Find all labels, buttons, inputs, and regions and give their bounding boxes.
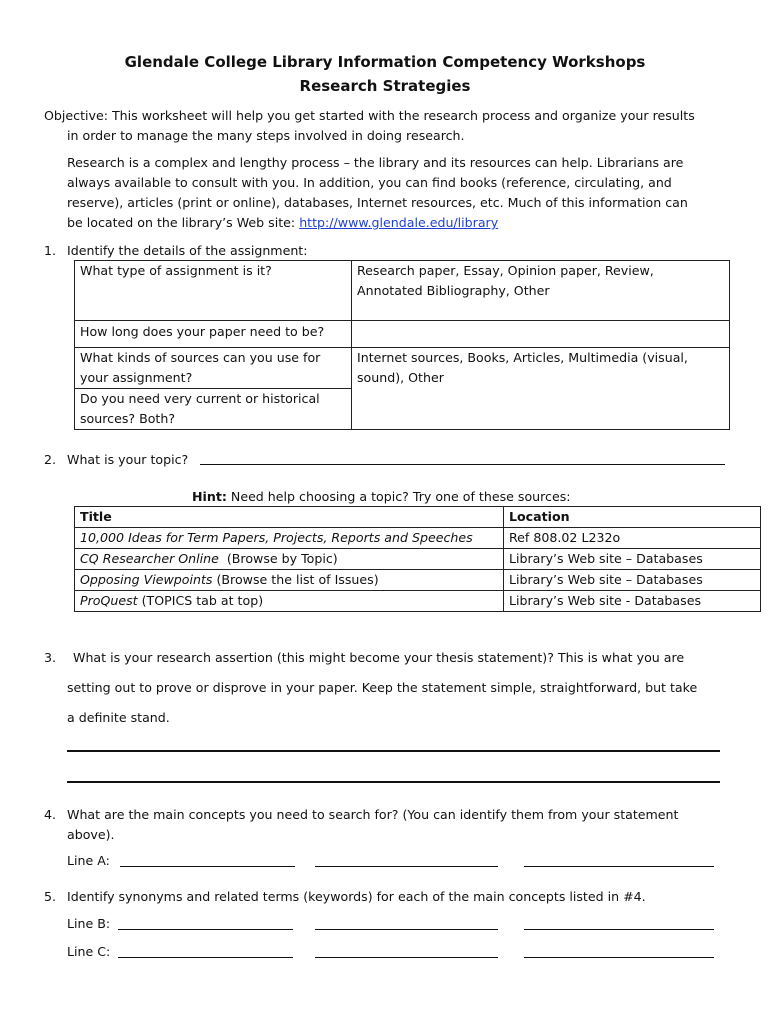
cell-text: What type of assignment is it?	[80, 263, 272, 278]
assertion-answer-line-2[interactable]	[67, 781, 720, 783]
table-row	[75, 549, 761, 570]
cell-text: What kinds of sources can you use for	[80, 350, 321, 365]
page-title: Glendale College Library Information Competency Workshops	[124, 53, 646, 71]
source-title-cell	[75, 570, 504, 591]
table-row	[75, 591, 761, 612]
library-website-link[interactable]: http://www.glendale.edu/library	[299, 215, 499, 230]
hint-line	[192, 487, 571, 507]
objective-line-1: Objective: This worksheet will help you get started with the research process and organize your results	[44, 108, 695, 123]
cell-text: your assignment?	[80, 370, 193, 385]
line-b-label: Line B:	[67, 916, 111, 931]
objective-line-2: in order to manage the many steps involved in doing research.	[67, 128, 465, 143]
currency-question	[75, 389, 352, 430]
paper-length-question	[75, 321, 352, 348]
source-location-cell: Library’s Web site – Databases	[504, 570, 761, 591]
source-note: (Browse the list of Issues)	[212, 572, 379, 587]
q3-line-1: What is your research assertion (this might become your thesis statement)? This is what you are	[73, 650, 685, 665]
line-a-label: Line A:	[67, 853, 110, 868]
source-title-cell	[75, 528, 504, 549]
cell-text: Internet sources, Books, Articles, Multimedia (visual,	[357, 350, 688, 365]
intro-paragraph-line-4-text: be located on the library’s Web site:	[67, 215, 300, 230]
line-c-synonyms-1[interactable]	[118, 957, 293, 958]
source-title: 10,000 Ideas for Term Papers, Projects, Reports and Speeches	[80, 530, 473, 545]
q2-text: What is your topic?	[67, 452, 189, 467]
intro-paragraph-line-3: reserve), articles (print or online), databases, Internet resources, etc. Much of this information can	[67, 195, 688, 210]
source-title: Opposing Viewpoints	[80, 572, 213, 587]
source-location-cell: Library’s Web site – Databases	[504, 549, 761, 570]
cell-text: Do you need very current or historical	[80, 391, 320, 406]
source-title-cell	[75, 549, 504, 570]
intro-paragraph-line-1: Research is a complex and lengthy process – the library and its resources can help. Librarians are	[67, 155, 684, 170]
topic-answer-line[interactable]	[200, 464, 725, 465]
q5-text: Identify synonyms and related terms (keywords) for each of the main concepts listed in #4.	[67, 889, 646, 904]
column-header-location: Location	[504, 507, 761, 528]
hint-text: Need help choosing a topic? Try one of these sources:	[226, 489, 571, 504]
q1-text: Identify the details of the assignment:	[67, 243, 308, 258]
source-note: (Browse by Topic)	[218, 551, 338, 566]
source-title: CQ Researcher Online	[80, 551, 219, 566]
q1-number: 1.	[44, 243, 57, 258]
line-b-synonyms-3[interactable]	[524, 929, 714, 930]
column-header-title: Title	[75, 507, 504, 528]
q3-line-2: setting out to prove or disprove in your paper. Keep the statement simple, straightforward, but take	[67, 680, 698, 695]
table-row	[75, 528, 761, 549]
page-subtitle: Research Strategies	[299, 77, 471, 95]
assignment-type-question	[75, 261, 352, 321]
table-row	[75, 261, 730, 321]
paper-length-answer[interactable]	[352, 321, 730, 348]
q4-line-1: What are the main concepts you need to search for? (You can identify them from your statement	[67, 807, 679, 822]
line-c-label: Line C:	[67, 944, 111, 959]
line-b-synonyms-1[interactable]	[118, 929, 293, 930]
q3-number: 3.	[44, 650, 57, 665]
q2-number: 2.	[44, 452, 57, 467]
cell-text: sources? Both?	[80, 411, 176, 426]
topic-sources-table	[74, 506, 761, 612]
cell-text: Annotated Bibliography, Other	[357, 283, 550, 298]
sources-question	[75, 348, 352, 389]
currency-answer[interactable]	[352, 389, 730, 430]
hint-label: Hint:	[192, 489, 227, 504]
line-a-concept-2[interactable]	[315, 866, 498, 867]
sources-answer[interactable]	[352, 348, 730, 389]
q4-line-2: above).	[67, 827, 115, 842]
cell-text: sound), Other	[357, 370, 444, 385]
intro-paragraph-line-4	[67, 213, 498, 233]
line-b-synonyms-2[interactable]	[315, 929, 498, 930]
table-row	[75, 321, 730, 348]
q4-number: 4.	[44, 807, 57, 822]
assignment-details-table	[74, 260, 730, 430]
table-row	[75, 570, 761, 591]
assignment-type-answer[interactable]	[352, 261, 730, 321]
source-location-cell: Library’s Web site - Databases	[504, 591, 761, 612]
intro-paragraph-line-2: always available to consult with you. In addition, you can find books (reference, circulating, and	[67, 175, 672, 190]
table-row	[75, 348, 730, 389]
table-row	[75, 389, 730, 430]
cell-text: How long does your paper need to be?	[80, 324, 325, 339]
source-title-cell	[75, 591, 504, 612]
source-location-cell: Ref 808.02 L232o	[504, 528, 761, 549]
cell-text: Research paper, Essay, Opinion paper, Review,	[357, 263, 654, 278]
assertion-answer-line-1[interactable]	[67, 750, 720, 752]
line-c-synonyms-2[interactable]	[315, 957, 498, 958]
source-title: ProQuest	[80, 593, 138, 608]
line-a-concept-3[interactable]	[524, 866, 714, 867]
table-header-row	[75, 507, 761, 528]
q3-line-3: a definite stand.	[67, 710, 170, 725]
line-c-synonyms-3[interactable]	[524, 957, 714, 958]
line-a-concept-1[interactable]	[120, 866, 295, 867]
source-note: (TOPICS tab at top)	[137, 593, 264, 608]
q5-number: 5.	[44, 889, 57, 904]
